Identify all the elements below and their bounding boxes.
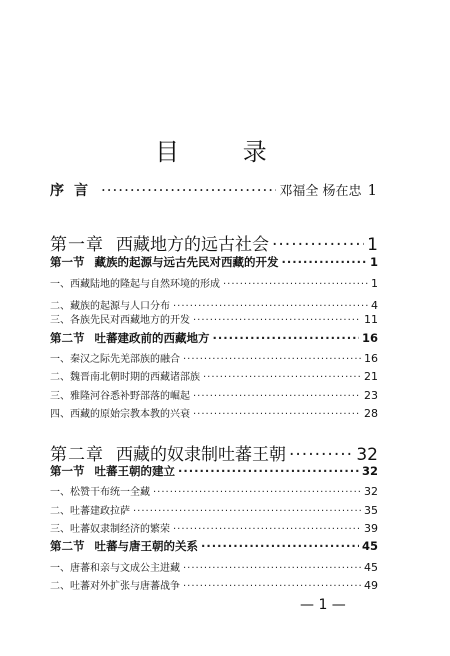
section-label: [50, 463, 175, 479]
section-title: 吐蕃建政前的西藏地方: [94, 331, 210, 345]
leader-dots: [193, 315, 361, 326]
page-number: 16: [361, 331, 378, 345]
leader-dots: [193, 409, 361, 420]
item-title: 二、吐蕃建政拉萨: [50, 506, 130, 517]
leader-dots: [203, 372, 361, 383]
section-number: 第一节: [50, 255, 85, 269]
toc-title: 目 录: [155, 138, 295, 166]
preface-authors: 邓福全 杨在忠: [279, 184, 362, 199]
leader-dots: [272, 235, 364, 255]
page-number: 35: [364, 504, 378, 517]
page-number: 4: [371, 299, 378, 312]
page-number: 32: [361, 464, 378, 478]
item-title: 三、吐蕃奴隶制经济的繁荣: [50, 524, 170, 535]
leader-dots: [213, 331, 359, 345]
toc-chapter-entry[interactable]: [50, 230, 378, 255]
page-folio: — 1 —: [300, 597, 346, 613]
toc-item-entry[interactable]: [50, 520, 378, 535]
leader-dots: [178, 464, 359, 478]
chapter-number: 第一章: [50, 235, 104, 255]
leader-dots: [183, 354, 361, 365]
leader-dots: [201, 539, 359, 553]
section-title: 吐蕃与唐王朝的关系: [94, 539, 198, 553]
toc-section-entry[interactable]: [50, 330, 378, 346]
section-title: 藏族的起源与远古先民对西藏的开发: [94, 255, 279, 269]
page-number: 45: [364, 561, 378, 574]
toc-section-entry[interactable]: [50, 463, 378, 479]
chapter-number: 第二章: [50, 445, 104, 465]
toc-item-entry[interactable]: [50, 311, 378, 326]
page-number: 28: [364, 407, 378, 420]
chapter-label: [50, 230, 269, 255]
leader-dots: [183, 581, 361, 592]
page-number: 1: [367, 235, 378, 255]
page-number: 23: [364, 389, 378, 402]
section-number: 第二节: [50, 331, 85, 345]
page-number: 49: [364, 579, 378, 592]
toc-item-entry[interactable]: [50, 297, 378, 312]
item-title: 一、唐蕃和亲与文成公主进藏: [50, 563, 180, 574]
section-number: 第二节: [50, 539, 85, 553]
page-number: 1: [371, 277, 378, 290]
item-title: 二、藏族的起源与人口分布: [50, 301, 170, 312]
item-title: 一、松赞干布统一全藏: [50, 487, 150, 498]
toc-preface-entry[interactable]: [50, 180, 377, 200]
toc-section-entry[interactable]: [50, 254, 378, 270]
leader-dots: [173, 524, 361, 535]
page-number: 45: [361, 539, 378, 553]
page-number: 32: [364, 485, 378, 498]
chapter-title: 西藏地方的远古社会: [116, 235, 269, 255]
page-number: 16: [364, 352, 378, 365]
toc-item-entry[interactable]: [50, 405, 378, 420]
item-title: 二、魏晋南北朝时期的西藏诸部族: [50, 372, 200, 383]
preface-label: 序言: [50, 183, 98, 199]
item-title: 三、雅隆河谷悉补野部落的崛起: [50, 391, 190, 402]
leader-dots: [133, 506, 361, 517]
leader-dots: [183, 563, 361, 574]
page-number: 1: [367, 181, 377, 199]
item-title: 二、吐蕃对外扩张与唐蕃战争: [50, 581, 180, 592]
section-label: [50, 330, 210, 346]
toc-chapter-entry[interactable]: [50, 440, 378, 465]
toc-item-entry[interactable]: [50, 559, 378, 574]
toc-item-entry[interactable]: [50, 275, 378, 290]
toc-item-entry[interactable]: [50, 350, 378, 365]
section-label: [50, 538, 198, 554]
leader-dots: [153, 487, 361, 498]
toc-item-entry[interactable]: [50, 577, 378, 592]
leader-dots: [101, 181, 276, 199]
page-number: 32: [356, 445, 378, 465]
toc-section-entry[interactable]: [50, 538, 378, 554]
leader-dots: [289, 445, 353, 465]
page-number: 11: [364, 313, 378, 326]
toc-item-entry[interactable]: [50, 483, 378, 498]
chapter-label: [50, 440, 286, 465]
item-title: 四、西藏的原始宗教本教的兴衰: [50, 409, 190, 420]
page-number: 21: [364, 370, 378, 383]
page-number: 1: [369, 255, 378, 269]
item-title: 一、秦汉之际先羌部族的融合: [50, 354, 180, 365]
leader-dots: [223, 279, 368, 290]
toc-item-entry[interactable]: [50, 368, 378, 383]
section-label: [50, 254, 279, 270]
toc-item-entry[interactable]: [50, 502, 378, 517]
leader-dots: [193, 391, 361, 402]
leader-dots: [282, 255, 367, 269]
item-title: 三、各族先民对西藏地方的开发: [50, 315, 190, 326]
chapter-title: 西藏的奴隶制吐蕃王朝: [116, 445, 286, 465]
section-number: 第一节: [50, 464, 85, 478]
toc-item-entry[interactable]: [50, 387, 378, 402]
item-title: 一、西藏陆地的隆起与自然环境的形成: [50, 279, 220, 290]
section-title: 吐蕃王朝的建立: [94, 464, 175, 478]
page-number: 39: [364, 522, 378, 535]
